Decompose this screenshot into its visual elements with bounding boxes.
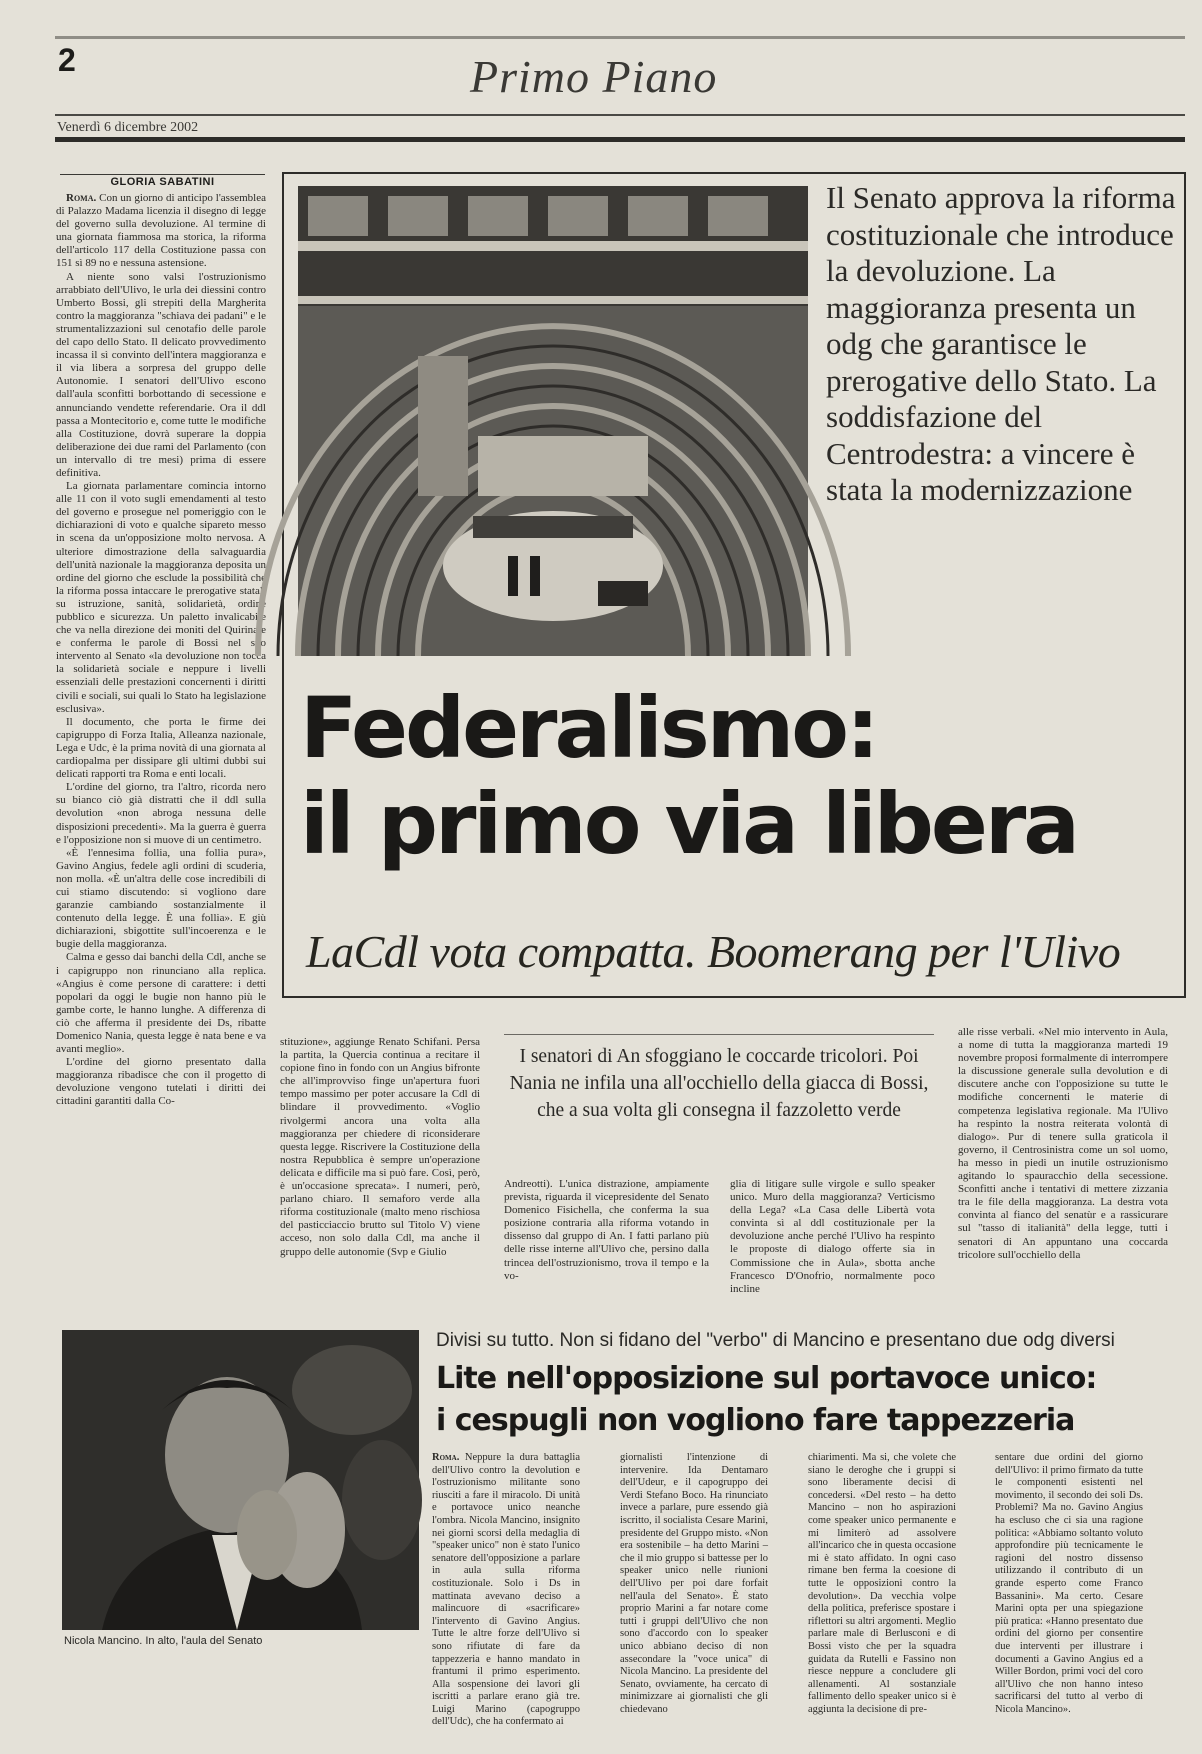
dateline-city: Roma.: [432, 1452, 460, 1463]
article-paragraph: A niente sono valsi l'ostruzionismo arrabbiato dell'Ulivo, le urla dei diessini contro Umberto Bossi, gli strepiti della Margherita contro la maggioranza "schiava dei padani" e le strumentalizzazioni sul cenotafio delle parole del capo dello Stato. Il delicato provvedimento incassa il sì convinto dell'intera maggioranza e il via libera a sorpresa del gruppo delle Autonomie. I senatori dell'Ulivo escono dall'aula sconfitti borbottando di secessione e annunciando vendette referendarie. Ora il ddl passa a Montecitorio e, come tutte le modifiche alla Costituzione, dovrà superare la doppia deliberazione dei due rami del Parlamento (con un intervallo di tre mesi) prima di essere definitiva.: [56, 270, 266, 479]
article-paragraph: L'ordine del giorno, tra l'altro, ricorda nero su bianco ciò già distratti che il ddl sulla devolution «non abroga nessuna delle disposizioni precedenti». Ma la guerra è guerra e l'opposizione non si muove di un centimetro.: [56, 781, 266, 846]
senate-chamber-photo: [298, 186, 808, 656]
main-kicker: Il Senato approva la riforma costituzionale che introduce la devoluzione. La maggioranza presenta un odg che garantisce le prerogative dello Stato. La soddisfazione del Centrodestra: a vincere è stata la modernizzazione: [826, 180, 1176, 507]
headline-line-1: Federalismo:: [300, 679, 877, 777]
portrait-illustration: [62, 1330, 419, 1630]
bottom-article-column-2: giornalisti l'intenzione di intervenire. Ida Dentamaro dell'Udeur, e il capogruppo dei Verdi Stefano Boco. Ha rinunciato invece a parlare, pure essendo già iscritto, il socialista Cesare Marini, presidente del Gruppo misto. «Non era sostenibile – ha detto Marini – che il mio gruppo si battesse per lo speaker unico nelle riunioni dell'Ulivo per poi dare forfait nell'aula del Senato». È stato proprio Marini a far notare come tutti i gruppi dell'Ulivo che non sono d'accordo con lo speaker unico abbiano deciso di non assecondare la "voce unica" di Nicola Mancino. La presidente del Senato, ovviamente, ha cercato di minimizzare ai giornalisti che gli chiedevano: [620, 1452, 768, 1715]
main-article-column-3: Andreotti). L'unica distrazione, ampiamente prevista, riguarda il vicepresidente del Senato Domenico Fisichella, che conferma la sua posizione contraria alla riforma votando in dissenso dal gruppo di An. I fatti parlano più delle risse interne all'Ulivo che, persino dalla trincea dell'ostruzionismo, trova il tempo e la vo-: [504, 1178, 709, 1282]
main-headline: [300, 680, 1180, 872]
byline-rule: [60, 174, 265, 175]
bottom-article-column-3: chiarimenti. Ma si, che volete che siano le deroghe che i gruppi si sono liberamente decisi di concedersi. «Del resto – ha detto Mancino – non ho aspirazioni come speaker unico permanente e mi limiterò ad assolvere all'incarico che in questa occasione mi è stato affidato. In ogni caso rimane ben ferma la coesione di tutte le opposizioni contro la devolution». Da vecchia volpe della politica, preferisce spostare i riflettori su altri argomenti. Meglio parlare male di Berlusconi e di Bossi visto che per la squadra guidata da Rutelli e Fassino non riesce neppure a concludere gli allenamenti. Al sostanziale fallimento dello speaker unico si è aggiunta la decisione di pre-: [808, 1452, 956, 1715]
header-top-rule: [55, 36, 1185, 39]
article-paragraph: L'ordine del giorno presentato dalla maggioranza ribadisce che con il progetto di devoluzione vengono tutelati i diritti dei cittadini garantiti dalla Co-: [56, 1056, 266, 1108]
bottom-article-column-1: Roma. Neppure la dura battaglia dell'Ulivo contro la devolution e l'ostruzionismo militante sono riusciti a fare il miracolo. Di unità e portavoce unico neanche l'ombra. Nicola Mancino, insignito nei giorni scorsi della medaglia di "speaker unico" non è stato l'unico senatore dell'opposizione a parlare in aula sulla riforma costituzionale. Solo i Ds in mattinata avevano deciso a malincuore di «sacrificare» l'intervento di Gavino Angius. Tutte le altre forze dell'Ulivo si sono rifiutate di fare da tappezzeria e hanno mandato in frantumi il primo esperimento. Alla sospensione dei lavori gli iscritti a parlare erano già tre. Luigi Marino (capogruppo dell'Udc), che ha confermato ai: [432, 1452, 580, 1728]
article-paragraph: Roma. Con un giorno di anticipo l'assemblea di Palazzo Madama licenzia il disegno di legge del governo sulla devoluzione. Al termine di una giornata fiammosa ma storica, la riforma dell'articolo 117 della Costituzione passa con 151 sì 89 no e nessuna astensione.: [56, 192, 267, 270]
article-paragraph: Il documento, che porta le firme dei capigruppo di Forza Italia, Alleanza nazionale, Lega e Udc, è la prima novità di una giornata al cardiopalma per dissipare gli ultimi dubbi sui delicati rapporti tra Roma e enti locali.: [56, 715, 266, 781]
left-article-column: [56, 192, 266, 1314]
section-title: Primo Piano: [470, 51, 718, 102]
main-article-column-5: alle risse verbali. «Nel mio intervento in Aula, a nome di tutta la maggioranza martedì 19 novembre proposi formalmente di interrompere la discussione generale sulla devolution e di discutere anche con l'opposizione su tutte le modifiche concernenti le materie di competenza legislativa regionale. Ma l'Ulivo ha respinto la nostra reiterata volontà di dialogo». Pur di tenere sulla graticola il governo, il Centrosinistra come un sol uomo, ha messo in piedi un inutile ostruzionismo agitando lo spauracchio della secessione. Sconfitti anche i tentativi di mettere zizzania tra le file della maggioranza. La destra vota convinta al fianco del senatùr e a rassicurare sul "tasso di italianità" della legge, tutti i senatori di An appuntano una coccarda tricolore sull'occhiello della: [958, 1026, 1168, 1261]
senate-hemicycle-illustration: [298, 186, 808, 656]
byline: GLORIA SABATINI: [110, 176, 215, 188]
photo-caption: Nicola Mancino. In alto, l'aula del Senato: [64, 1635, 263, 1647]
article-paragraph: «È l'ennesima follia, una follia pura», Gavino Angius, fedele agli ordini di scuderia, non molla. «È un'altra delle cose incredibili di cui stiamo discutendo: si vogliono dare garanzie cambiando sostanzialmente il contenuto della legge. È una follia». E giù dichiarazioni, sbigottite sull'incoerenza e le bugie della maggioranza.: [56, 846, 266, 951]
pull-quote: I senatori di An sfoggiano le coccarde tricolori. Poi Nania ne infila una all'occhiello della giacca di Bossi, che a sua volta gli consegna il fazzoletto verde: [504, 1034, 934, 1124]
article-paragraph: La giornata parlamentare comincia intorno alle 11 con il voto sugli emendamenti al testo del governo e prosegue nel pomeriggio con le dichiarazioni di voto e qualche sipareto messo in scena da un'opposizione molto nervosa. A ulteriore dimostrazione della salvaguardia dell'unità nazionale la maggioranza deposita un ordine del giorno che esclude la possibilità che la riforma possa intaccare le prerogative statali su istruzione, sanità, solidarietà, ordine pubblico e sicurezza. Un paletto invalicabile che va nella direzione dei moniti del Quirinale e conferma le parole di Bossi nel suo intervento al Senato «la devoluzione non tocca la solidarietà sociale e neppure i livelli essenziali delle prestazioni concernenti i diritti civili e sociali, sui quali lo Stato ha legislazione esclusiva».: [56, 480, 266, 715]
issue-date: Venerdì 6 dicembre 2002: [57, 120, 199, 135]
main-article-column-2: stituzione», aggiunge Renato Schifani. Persa la partita, la Quercia continua a recitare il copione fino in fondo con un Angius bifronte che all'improvviso finge un'apertura fuori tempo massimo per poter accusare la Cdl di blindare il provvedimento. «Voglio rivolgermi ancora una volta alla maggioranza per chiedere di riconsiderare questa legge. Riscrivere la Costituzione della nostra Repubblica è sempre un'operazione delicata e difficile ma si può fare. Così, però, è un'occasione sprecata». I numeri, però, parlano chiaro. Il semaforo verde alla riforma costituzionale (malto meno rischiosa del pasticciaccio brutto sul Titolo V) viene acceso, non solo dalla Cdl, ma anche il gruppo delle autonomie (Svp e Giulio: [280, 1036, 480, 1258]
dateline-city: Roma.: [66, 192, 97, 204]
bottom-article-column-4: sentare due ordini del giorno dell'Ulivo: il primo firmato da tutte le componenti esistenti nel movimento, il secondo dei soli Ds. Problemi? Ma no. Gavino Angius ha escluso che ci sia una ragione politica: «Abbiamo soltanto voluto approfondire più tecnicamente le ragioni del nostro dissenso utilizzando il contributo di un grande esperto come Franco Bassanini». Ma certo. Cesare Marini opta per una spiegazione più pratica: «Hanno presentato due ordini del giorno per consentire due interventi per illustrare i documenti a Gavino Angius ed a Willer Bordon, primi voci del coro all'Ulivo che non hanno inteso sacrificarsi del tutto al verbo di Nicola Mancino».: [995, 1452, 1143, 1715]
header-bottom-rule: [55, 137, 1185, 142]
main-subhead: LaCdl vota compatta. Boomerang per l'Ulivo: [306, 926, 1121, 977]
article-paragraph: Calma e gesso dai banchi della Cdl, anche se i capigruppo non rinunciano alla replica. «Angius è come persone di carattere: i detti popolari da oggi le bugie non hanno più le gambe corte, le hanno lunghe. A differenza di ciò che afferma il presidente dei Ds, ribatte Domenico Nania, questa legge è nata bene e va avanti meglio».: [56, 951, 266, 1056]
bottom-headline-line-1: Lite nell'opposizione sul portavoce unico:: [436, 1361, 1097, 1396]
header-mid-rule: [55, 114, 1185, 116]
bottom-headline-line-2: i cespugli non vogliono fare tappezzeria: [436, 1403, 1075, 1438]
main-article-column-4: glia di litigare sulle virgole e sullo speaker unico. Muro della maggioranza? Verticismo della Lega? «La Casa delle Libertà vota convinta sì al ddl costituzionale per la devoluzione anche perché l'Ulivo ha respinto le proposte di dialogo offerte sia in Commissione che in Aula», sbotta anche Francesco D'Onofrio, normalmente poco incline: [730, 1178, 935, 1295]
bottom-headline: [436, 1358, 1186, 1442]
bottom-kicker: Divisi su tutto. Non si fidano del "verbo" di Mancino e presentano due odg diversi: [436, 1330, 1115, 1351]
mancino-portrait-photo: [62, 1330, 419, 1630]
page-number: 2: [58, 42, 76, 78]
headline-line-2: il primo via libera: [300, 775, 1077, 873]
